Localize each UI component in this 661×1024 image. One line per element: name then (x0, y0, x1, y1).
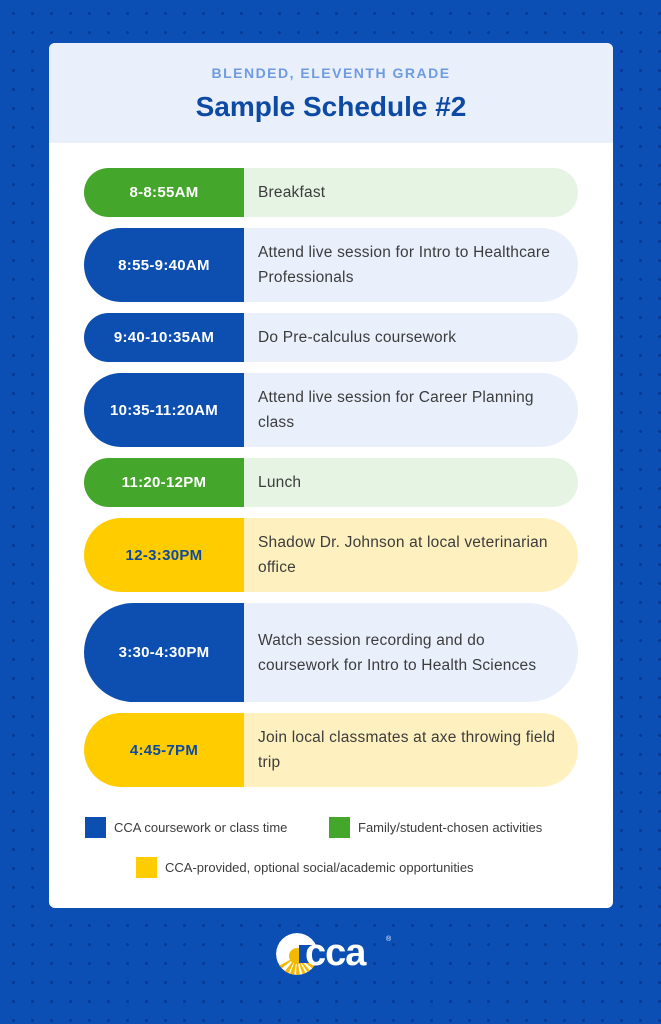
activity-text: Attend live session for Intro to Healthcare Professionals (244, 228, 578, 302)
legend-item-blue (85, 817, 287, 838)
logo-text: cca (305, 932, 366, 974)
schedule-row (84, 373, 578, 447)
cca-logo (275, 930, 390, 980)
schedule-row (84, 713, 578, 787)
legend-swatch-yellow (136, 857, 157, 878)
schedule-card (49, 43, 613, 908)
subtitle: BLENDED, ELEVENTH GRADE (211, 65, 451, 81)
activity-text: Join local classmates at axe throwing field trip (244, 713, 578, 787)
legend-label: CCA-provided, optional social/academic opportunities (165, 860, 474, 875)
schedule-row (84, 518, 578, 592)
time-slot: 8:55-9:40AM (84, 228, 244, 302)
registered-mark: ® (386, 936, 392, 943)
activity-text: Do Pre-calculus coursework (244, 313, 578, 362)
time-slot: 3:30-4:30PM (84, 603, 244, 702)
time-slot: 9:40-10:35AM (84, 313, 244, 362)
time-slot: 8-8:55AM (84, 168, 244, 217)
schedule-row (84, 313, 578, 362)
schedule-row (84, 458, 578, 507)
schedule-row (84, 603, 578, 702)
legend-swatch-green (329, 817, 350, 838)
activity-text: Lunch (244, 458, 578, 507)
legend-item-green (329, 817, 542, 838)
activity-text: Watch session recording and do coursework for Intro to Health Sciences (244, 603, 578, 702)
activity-text: Breakfast (244, 168, 578, 217)
legend-label: CCA coursework or class time (114, 820, 288, 835)
time-slot: 10:35-11:20AM (84, 373, 244, 447)
time-slot: 12-3:30PM (84, 518, 244, 592)
legend-item-yellow (136, 857, 474, 878)
legend-swatch-blue (85, 817, 106, 838)
schedule-row (84, 228, 578, 302)
activity-text: Attend live session for Career Planning class (244, 373, 578, 447)
schedule-row (84, 168, 578, 217)
page-title: Sample Schedule #2 (195, 91, 467, 122)
schedule-list (84, 168, 578, 798)
activity-text: Shadow Dr. Johnson at local veterinarian office (244, 518, 578, 592)
legend-label: Family/student-chosen activities (358, 820, 543, 835)
card-header (49, 43, 613, 143)
time-slot: 4:45-7PM (84, 713, 244, 787)
time-slot: 11:20-12PM (84, 458, 244, 507)
